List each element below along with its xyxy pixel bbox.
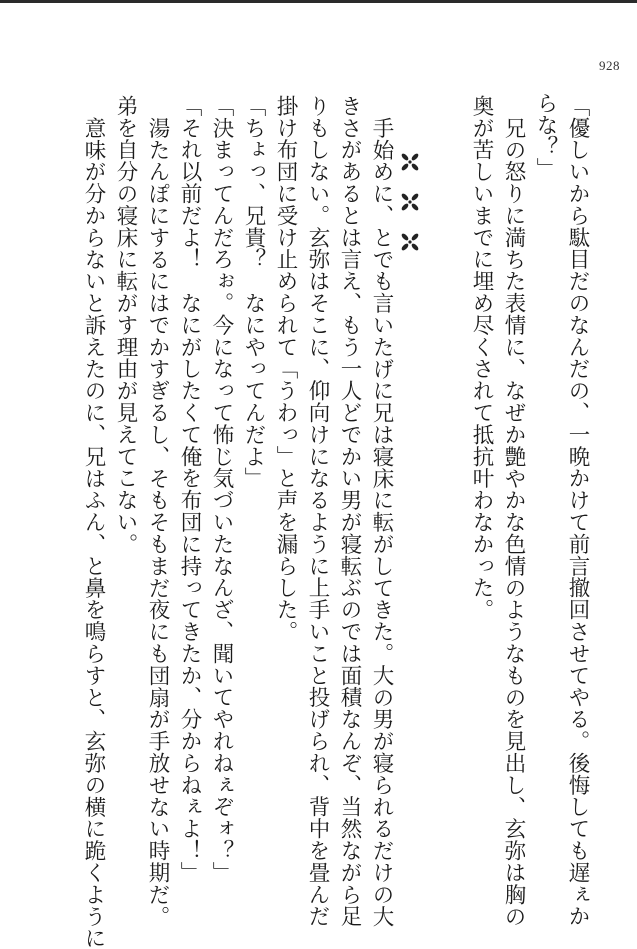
text-column-14: 意味が分からないと訴えたのに、兄はふん、と鼻を鳴らすと、玄弥の横に跪くように bbox=[81, 117, 106, 949]
clover-ornament-icon bbox=[398, 150, 422, 174]
text-column-12: 湯たんぽにするにはでかすぎるし、そもそもまだ夜にも団扇が手放せない時期だ。 bbox=[145, 117, 170, 928]
text-column-4: 奥が苦しいまでに埋め尽くされて抵抗叶わなかった。 bbox=[469, 95, 494, 621]
text-column-5: 手始めに、とでも言いたげに兄は寝床に転がしてきた。大の男が寝られるだけの大 bbox=[369, 117, 394, 928]
top-border bbox=[0, 0, 637, 3]
page-number: 928 bbox=[599, 58, 620, 73]
text-column-6: きさがあるとは言え、もう一人どでかい男が寝転ぶのでは面積なんぞ、当然ながら足 bbox=[337, 95, 362, 928]
text-column-2: らな？」 bbox=[533, 92, 558, 180]
text-column-1: 「優しいから駄目だのなんだの、一晩かけて前言撤回させてやる。後悔しても遅ぇか bbox=[565, 95, 590, 928]
clover-ornament-icon bbox=[398, 230, 422, 254]
text-column-7: りもしない。玄弥はそこに、仰向けになるように上手いこと投げられ、背中を畳んだ bbox=[305, 95, 330, 928]
section-break bbox=[392, 150, 428, 270]
clover-ornament-icon bbox=[398, 190, 422, 214]
text-column-3: 兄の怒りに満ちた表情に、なぜか艶やかな色情のようなものを見出し、玄弥は胸の bbox=[501, 117, 526, 928]
text-column-13: 弟を自分の寝床に転がす理由が見えてこない。 bbox=[113, 95, 138, 555]
text-column-8: 掛け布団に受け止められて「うわっ」と声を漏らした。 bbox=[273, 95, 298, 643]
text-column-10: 「決まってんだろぉ。今になって怖じ気づいたなんざ、聞いてやれねぇぞォ？」 bbox=[209, 95, 234, 884]
text-column-11: 「それ以前だよ！ なにがしたくて俺を布団に持ってきたか、分からねぇよ！」 bbox=[177, 95, 202, 884]
text-column-9: 「ちょっ、兄貴？ なにやってんだよ」 bbox=[241, 95, 266, 490]
